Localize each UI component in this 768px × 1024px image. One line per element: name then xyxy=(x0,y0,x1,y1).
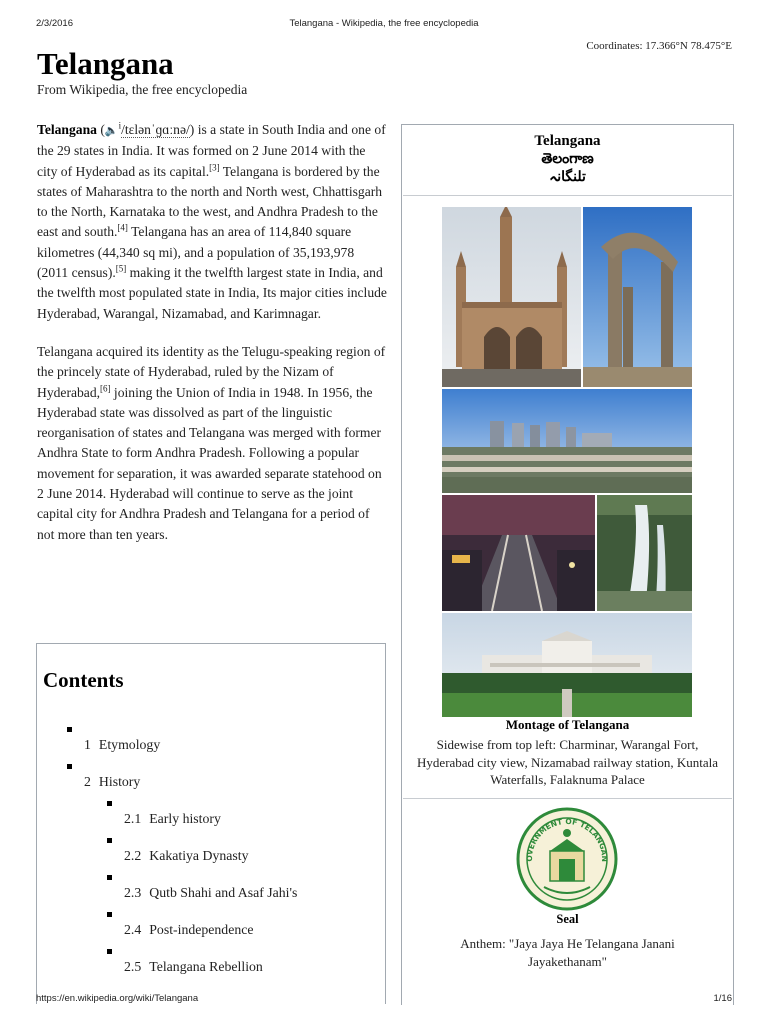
toc-bullet xyxy=(107,801,112,806)
infobox-divider xyxy=(403,195,732,196)
charminar-photo xyxy=(442,207,581,387)
tagline: From Wikipedia, the free encyclopedia xyxy=(37,82,248,97)
print-header xyxy=(0,18,768,30)
infobox-title: Telangana xyxy=(534,133,601,149)
coordinates[interactable]: Coordinates: 17.366°N 78.475°E xyxy=(586,40,732,52)
toc-label: Qutb Shahi and Asaf Jahi's xyxy=(149,885,298,900)
toc-link[interactable] xyxy=(124,922,253,938)
infobox-urdu-name: تلنگانہ xyxy=(549,170,586,185)
waterfall-photo xyxy=(597,495,692,611)
hyderabad-city-photo xyxy=(442,389,692,493)
print-url: https://en.wikipedia.org/wiki/Telangana xyxy=(36,993,199,1004)
page-title: Telangana xyxy=(37,46,174,81)
svg-text:GOVERNMENT OF TELANGANA: OVERNMENT OF TELANGAN xyxy=(524,816,610,862)
speaker-icon[interactable]: 🔈 xyxy=(104,125,119,137)
toc-bullet xyxy=(107,912,112,917)
article-body xyxy=(37,120,387,563)
seal-image[interactable] xyxy=(516,807,618,911)
toc-number: 2.1 xyxy=(124,811,142,826)
toc-link[interactable] xyxy=(124,885,297,901)
toc-bullet xyxy=(107,949,112,954)
anthem-text: Anthem: "Jaya Jaya He Telangana Janani Jayakethanam" xyxy=(460,936,675,969)
toc-link[interactable] xyxy=(124,959,263,975)
toc-number: 1 xyxy=(84,737,91,752)
montage-caption-title: Montage of Telangana xyxy=(505,717,630,732)
print-page-number: 1/16 xyxy=(713,993,732,1004)
infobox xyxy=(401,124,734,1005)
toc-link[interactable] xyxy=(124,811,221,827)
toc-bullet xyxy=(107,838,112,843)
reference-link[interactable]: [5] xyxy=(115,263,127,274)
seal-label: Seal xyxy=(556,912,579,926)
toc-title: Contents xyxy=(43,668,124,692)
toc-number: 2.2 xyxy=(124,848,142,863)
print-page-title: Telangana - Wikipedia, the free encyclopedia xyxy=(289,18,479,29)
lead-paragraph: Telangana (🔈$^i$/tɛlənˈɡɑːnə/) is a state in South India and one of the 29 states in India. It was formed on 2 June 2014 with the city of Hyderabad as its capital.[3] Telangana is bordered by the states of Maharashtra to the north and North west, Chhattisgarh to the North, Karnataka to the west, and Andhra Pradesh to the east and south.[4] Telangana has an area of 114,840 square kilometres (44,340 sq mi), and a population of 35,193,978 (2011 census).[5] making it the twelfth largest state in India, and the twelfth most populated state in India, Its major cities include Hyderabad, Warangal, Nizamabad, and Karimnagar. xyxy=(37,120,387,321)
infobox-telugu-name: తెలంగాణ xyxy=(541,152,594,167)
print-footer xyxy=(0,993,768,1005)
montage-caption: Sidewise from top left: Charminar, Warangal Fort, Hyderabad city view, Nizamabad railway station, Kuntala Waterfalls, Falaknuma Palace xyxy=(417,737,718,787)
toc-bullet xyxy=(67,727,72,732)
warangal-fort-photo xyxy=(583,207,692,387)
reference-link[interactable]: [6] xyxy=(100,383,111,394)
toc-link[interactable] xyxy=(124,848,248,864)
toc-number: 2.4 xyxy=(124,922,142,937)
railway-station-photo xyxy=(442,495,595,611)
pronunciation[interactable]: /tɛlənˈɡɑːnə/ xyxy=(121,122,190,137)
table-of-contents xyxy=(36,643,386,1004)
reference-link[interactable]: [3] xyxy=(209,162,220,173)
infobox-divider xyxy=(403,798,732,799)
toc-link[interactable] xyxy=(84,737,160,753)
toc-number: 2.5 xyxy=(124,959,142,974)
toc-label: Post-independence xyxy=(149,922,254,937)
toc-label: Early history xyxy=(149,811,221,826)
toc-label: Kakatiya Dynasty xyxy=(149,848,249,863)
toc-bullet xyxy=(67,764,72,769)
toc-label: Etymology xyxy=(98,737,161,752)
toc-bullet xyxy=(107,875,112,880)
print-date: 2/3/2016 xyxy=(36,18,73,29)
article-subject: Telangana xyxy=(37,122,97,137)
falaknuma-palace-photo xyxy=(442,613,692,717)
reference-link[interactable]: [4] xyxy=(117,222,128,233)
toc-number: 2.3 xyxy=(124,885,142,900)
toc-link[interactable] xyxy=(84,774,140,790)
montage-image[interactable] xyxy=(442,207,692,717)
toc-label: Telangana Rebellion xyxy=(149,959,263,974)
toc-label: History xyxy=(98,774,141,789)
history-paragraph: Telangana acquired its identity as the Telugu-speaking region of the princely state of Hyderabad, ruled by the Nizam of Hyderabad,[6] joining the Union of India in 1948. In 1956, the Hyderabad state was dissolved as part of the linguistic reorganisation of states and Telangana was merged with former Andhra State to form Andhra Pradesh. Following a popular movement for separation, it was awarded separate statehood on 2 June 2014. Hyderabad will continue to serve as the joint capital city for Andhra Pradesh and Telangana for a period of not more than ten years. xyxy=(37,343,386,542)
toc-number: 2 xyxy=(84,774,91,789)
